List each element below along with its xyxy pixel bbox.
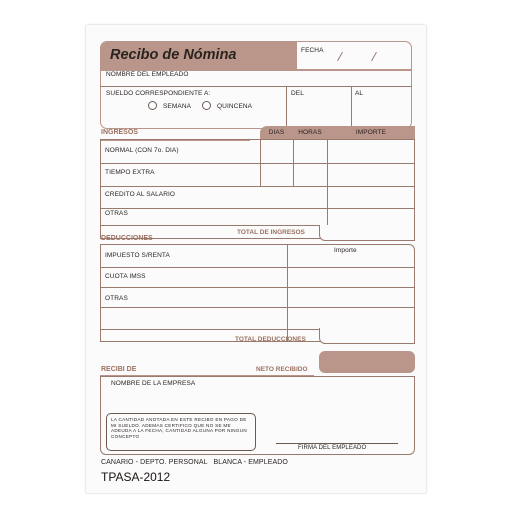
quincena-label: QUINCENA bbox=[217, 103, 253, 110]
col-divider bbox=[351, 86, 352, 129]
ingresos-section-label: INGRESOS bbox=[101, 129, 138, 136]
firma-line bbox=[276, 443, 398, 444]
al-field[interactable] bbox=[353, 99, 409, 125]
recibi-section-label: RECIBI DE bbox=[101, 366, 137, 373]
ingreso-row-label: NORMAL (CON 7o. DIA) bbox=[105, 147, 179, 154]
deduccion-row-label: CUOTA IMSS bbox=[105, 273, 146, 280]
deduccion-row-label: OTRAS bbox=[105, 295, 128, 302]
del-field[interactable] bbox=[288, 99, 348, 125]
copies-note: CANARIO - DEPTO. PERSONAL BLANCA - EMPLEADO bbox=[101, 459, 288, 466]
total-ingresos-label: TOTAL DE INGRESOS bbox=[237, 229, 305, 236]
deducciones-section-label: DEDUCCIONES bbox=[101, 235, 153, 242]
neto-recibido-label: NETO RECIBIDO bbox=[256, 366, 308, 373]
col-divider bbox=[286, 86, 287, 129]
certificado-text: LA CANTIDAD ANOTADA EN ESTE RECIBO EN PAGO DE MI SUELDO. ADEMAS CERTIFICO QUE NO SE ME ADEUDA A LA FECHA, CANTIDAD ALGUNA POR NINGUN CONCEPTO bbox=[111, 417, 248, 439]
col-divider bbox=[260, 140, 261, 186]
form-code: TPASA-2012 bbox=[101, 470, 171, 484]
col-divider bbox=[293, 140, 294, 186]
del-label: DEL bbox=[291, 90, 304, 97]
semana-label: SEMANA bbox=[163, 103, 192, 110]
ingreso-row-label: OTRAS bbox=[105, 210, 128, 217]
col-importe: IMPORTE bbox=[355, 129, 387, 136]
importe-field[interactable] bbox=[327, 140, 414, 238]
empresa-field[interactable] bbox=[104, 388, 410, 408]
firma-label: FIRMA DEL EMPLEADO bbox=[298, 445, 367, 451]
semana-radio[interactable] bbox=[148, 101, 157, 110]
certificado-box bbox=[106, 413, 256, 451]
total-ingresos-box[interactable] bbox=[319, 225, 415, 241]
fecha-label: FECHA bbox=[301, 47, 324, 54]
neto-recibido-box[interactable] bbox=[319, 351, 415, 373]
nombre-empleado-label: NOMBRE DEL EMPLEADO bbox=[106, 71, 189, 78]
ingreso-row-label: TIEMPO EXTRA bbox=[105, 169, 155, 176]
quincena-radio[interactable] bbox=[202, 101, 211, 110]
sueldo-label: SUELDO CORRESPONDIENTE A: bbox=[106, 90, 211, 97]
receipt-form bbox=[86, 25, 426, 493]
total-deducciones-label: TOTAL DEDUCCIONES bbox=[235, 336, 306, 343]
col-horas: HORAS bbox=[298, 129, 322, 136]
ingreso-row-label: CREDITO AL SALARIO bbox=[105, 191, 176, 198]
deduccion-row-label: IMPUESTO S/RENTA bbox=[105, 252, 170, 259]
firma-field[interactable] bbox=[276, 423, 398, 443]
empresa-label: NOMBRE DE LA EMPRESA bbox=[111, 380, 196, 387]
col-dias: DIAS bbox=[268, 129, 285, 136]
deducciones-col-importe: Importe bbox=[334, 247, 357, 254]
fecha-field[interactable] bbox=[298, 45, 410, 67]
page-title: Recibo de Nómina bbox=[110, 47, 237, 63]
total-deducciones-box[interactable] bbox=[319, 328, 415, 344]
nombre-empleado-field[interactable] bbox=[104, 69, 410, 84]
row-divider bbox=[100, 86, 412, 87]
al-label: AL bbox=[355, 90, 364, 97]
